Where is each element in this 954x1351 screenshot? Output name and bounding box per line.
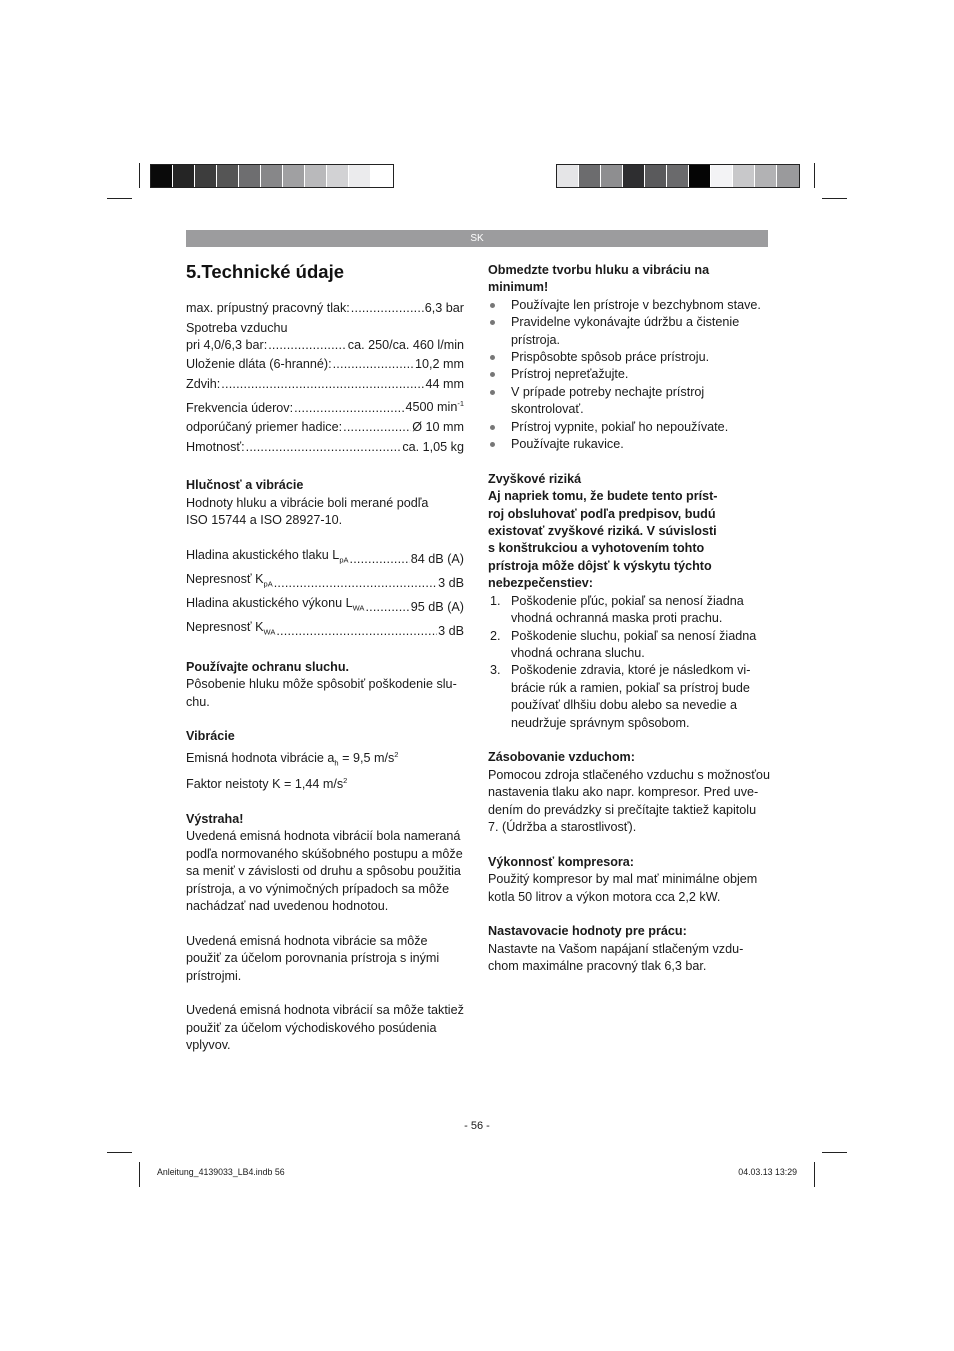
text-line: sa meniť v závislosti od druhu a spôsobu použitia <box>186 864 461 879</box>
noise-value: 84 dB (A) <box>410 552 464 567</box>
text-line: Uvedená emisná hodnota vibrácií sa môže taktiež <box>186 1003 464 1018</box>
hearing-heading: Používajte ochranu sluchu. <box>186 659 350 674</box>
settings-text <box>488 941 770 976</box>
compressor-heading: Výkonnosť kompresora: <box>488 854 635 869</box>
spec-value: 44 mm <box>425 376 464 391</box>
color-swatch <box>579 165 601 187</box>
leader-dots <box>276 623 437 640</box>
color-swatch <box>151 165 173 187</box>
spec-label: Spotreba vzduchu <box>186 320 288 335</box>
crop-mark <box>139 1162 140 1187</box>
color-swatch <box>283 165 305 187</box>
leader-dots <box>268 337 347 354</box>
warning-heading: Výstraha! <box>186 811 244 826</box>
color-swatch <box>195 165 217 187</box>
color-swatch <box>601 165 623 187</box>
spec-row <box>186 419 464 436</box>
list-number: 1. <box>490 593 501 608</box>
color-swatch <box>755 165 777 187</box>
noise-row <box>186 619 464 641</box>
warning-paragraph-3 <box>186 1002 464 1054</box>
list-item: Pravidelne vykonávajte údržbu a čistenie prístroja. <box>488 314 770 349</box>
language-header-bar <box>186 230 768 247</box>
noise-label: Hladina akustického výkonu $L_{WA}$ <box>186 595 365 613</box>
color-swatch <box>777 165 799 187</box>
spec-label: max. prípustný pracovný tlak: <box>186 301 350 315</box>
spec-label: Uloženie dláta (6-hranné): <box>186 357 332 372</box>
noise-intro-line: ISO 15744 a ISO 28927-10. <box>186 512 343 527</box>
residual-intro <box>488 488 770 592</box>
noise-label: Nepresnosť $K_{WA}$ <box>186 619 276 637</box>
settings-heading: Nastavovacie hodnoty pre prácu: <box>488 924 687 939</box>
text-line: Nastavte na Vašom napájaní stlačeným vzdu- <box>488 941 744 956</box>
footer-date: 04.03.13 13:29 <box>738 1167 797 1177</box>
spec-label: Zdvih: <box>186 376 221 391</box>
color-calibration-bar-right <box>556 164 800 188</box>
warning-paragraph-2 <box>186 933 464 985</box>
color-swatch <box>239 165 261 187</box>
crop-mark <box>107 1152 132 1153</box>
text-line: podľa normovaného skúšobného postupu a môže <box>186 846 463 861</box>
leader-dots <box>333 356 414 373</box>
spec-value: 10,2 mm <box>415 357 464 372</box>
leader-dots <box>351 300 424 317</box>
text-line: nachádzať nad uvedenou hodnotou. <box>186 898 389 913</box>
compressor-text <box>488 871 770 906</box>
spec-value: 6,3 bar <box>424 301 464 315</box>
text-line: prístrojmi. <box>186 968 242 983</box>
air-supply-heading: Zásobovanie vzduchom: <box>488 750 635 765</box>
vibration-uncertainty: Faktor neistoty K = 1,44 $m/s^2$ <box>186 775 348 792</box>
residual-heading: Zvyškové riziká <box>488 471 582 486</box>
text-line: dením do prevádzky si prečítajte taktiež kapitolu <box>488 802 757 817</box>
spec-value: ca. 250/ca. 460 l/min <box>347 337 464 352</box>
color-swatch <box>305 165 327 187</box>
page-number: - 56 - <box>464 1120 490 1132</box>
hearing-text: chu. <box>186 694 210 709</box>
noise-heading: Hlučnosť a vibrácie <box>186 478 304 493</box>
leader-dots <box>365 599 409 616</box>
noise-row <box>186 571 464 593</box>
color-calibration-bar-left <box>150 164 394 188</box>
list-number: 2. <box>490 628 501 643</box>
list-item: Prístroj vypnite, pokiaľ ho nepoužívate. <box>488 419 770 436</box>
text-line: Pomocou zdroja stlačeného vzduchu s možnosťou <box>488 767 770 782</box>
noise-label: Hladina akustického tlaku $L_{pA}$ <box>186 547 349 565</box>
list-item: V prípade potreby nechajte prístroj skontrolovať. <box>488 384 770 419</box>
list-number: 3. <box>490 663 501 678</box>
color-swatch <box>689 165 711 187</box>
crop-mark <box>139 163 140 188</box>
list-item: Používajte len prístroje v bezchybnom stave. <box>488 297 770 314</box>
color-swatch <box>217 165 239 187</box>
noise-values <box>186 547 464 641</box>
noise-value: 95 dB (A) <box>410 600 464 615</box>
color-swatch <box>711 165 733 187</box>
noise-row <box>186 547 464 569</box>
crop-mark <box>107 198 132 199</box>
leader-dots <box>274 575 437 592</box>
text-line: prístroja, a vo výnimočných prípadoch sa môže <box>186 881 450 896</box>
noise-value: 3 dB <box>438 624 464 639</box>
warning-paragraph-1 <box>186 828 464 915</box>
air-supply-text <box>488 767 770 837</box>
crop-mark <box>814 163 815 188</box>
vibration-heading: Vibrácie <box>186 729 235 744</box>
color-swatch <box>349 165 371 187</box>
spec-value: Ø 10 mm <box>412 420 464 435</box>
section-title: 5.Technické údaje <box>186 261 344 282</box>
crop-mark <box>822 198 847 199</box>
language-code: SK <box>470 233 484 244</box>
text-line: nastavenia tlaku ako napr. kompresor. Pred uve- <box>488 785 759 800</box>
hearing-text: Pôsobenie hluku môže spôsobiť poškodenie slu- <box>186 677 457 692</box>
text-line: prístroja môže dôjsť k výskytu týchto <box>488 558 712 573</box>
color-swatch <box>667 165 689 187</box>
spec-row <box>186 337 464 354</box>
footer-filename: Anleitung_4139033_LB4.indb 56 <box>157 1167 285 1177</box>
spec-label: Frekvencia úderov: <box>186 400 294 415</box>
text-line: s konštrukciou a vyhotovením tohto <box>488 541 705 556</box>
list-item: Prispôsobte spôsob práce prístroju. <box>488 349 770 366</box>
text-line: použiť za účelom východiskového posúdenia <box>186 1020 437 1035</box>
color-swatch <box>371 165 393 187</box>
color-swatch <box>327 165 349 187</box>
text-line: Uvedená emisná hodnota vibrácie sa môže <box>186 933 428 948</box>
spec-label: pri 4,0/6,3 bar: <box>186 337 268 352</box>
color-swatch <box>261 165 283 187</box>
text-line: existovať zvyškové riziká. V súvislosti <box>488 524 717 539</box>
noise-intro-line: Hodnoty hluku a vibrácie boli merané podľa <box>186 495 429 510</box>
color-swatch <box>173 165 195 187</box>
spec-value: 4500 $\min^{-1}$ <box>405 399 464 415</box>
leader-dots <box>343 419 411 436</box>
text-line: Aj napriek tomu, že budete tento príst- <box>488 489 718 504</box>
color-swatch <box>645 165 667 187</box>
text-line: vplyvov. <box>186 1038 231 1053</box>
vibration-emission-value: Emisná hodnota vibrácie $a_h = 9,5$ $m/s^2$ <box>186 749 399 768</box>
noise-value: 3 dB <box>438 576 464 591</box>
color-swatch <box>733 165 755 187</box>
spec-row <box>186 376 464 393</box>
left-column <box>186 300 464 1055</box>
text-line: chom maximálne pracovný tlak 6,3 bar. <box>488 959 707 974</box>
spec-value: ca. 1,05 kg <box>402 439 464 454</box>
noise-label: Nepresnosť $K_{pA}$ <box>186 571 273 589</box>
spec-row <box>186 356 464 373</box>
color-swatch <box>623 165 645 187</box>
crop-mark <box>814 1162 815 1187</box>
list-item: 1. Poškodenie pľúc, pokiaľ sa nenosí žiadna vhodná ochranná maska proti prachu. <box>490 593 744 626</box>
text-line: roj obsluhovať podľa predpisov, budú <box>488 506 716 521</box>
text-line: Použitý kompresor by mal mať minimálne objem <box>488 872 758 887</box>
spec-list <box>186 300 464 456</box>
color-swatch <box>557 165 579 187</box>
minimize-heading: Obmedzte tvorbu hluku a vibráciu na minimum! <box>488 263 710 295</box>
text-line: kotla 50 litrov a výkon motora cca 2,2 kW. <box>488 889 721 904</box>
spec-label: odporúčaný priemer hadice: <box>186 420 343 435</box>
text-line: nebezpečenstiev: <box>488 576 593 591</box>
list-item: Používajte rukavice. <box>488 436 770 453</box>
leader-dots <box>221 376 424 393</box>
leader-dots <box>294 400 404 417</box>
list-item: Prístroj nepreťažujte. <box>488 366 770 383</box>
spec-row <box>186 395 464 417</box>
noise-row <box>186 595 464 617</box>
spec-row <box>186 300 464 317</box>
leader-dots <box>246 439 402 456</box>
leader-dots <box>350 551 410 568</box>
text-line: použiť za účelom porovnania prístroja s inými <box>186 951 440 966</box>
crop-mark <box>822 1152 847 1153</box>
list-item: 3. Poškodenie zdravia, ktoré je následkom vi- brácie rúk a ramien, pokiaľ sa prístroj bude používať dlhšiu dobu alebo sa nevedie a neudržuje správnym spôsobom. <box>490 663 751 730</box>
text-line: 7. (Údržba a starostlivosť). <box>488 819 637 834</box>
spec-row <box>186 439 464 456</box>
right-column <box>488 262 770 976</box>
list-item: 2. Poškodenie sluchu, pokiaľ sa nenosí žiadna vhodná ochrana sluchu. <box>490 628 757 660</box>
minimize-list <box>488 297 770 454</box>
residual-risk-list <box>488 593 770 732</box>
text-line: Uvedená emisná hodnota vibrácií bola nameraná <box>186 829 461 844</box>
spec-label: Hmotnosť: <box>186 439 245 454</box>
